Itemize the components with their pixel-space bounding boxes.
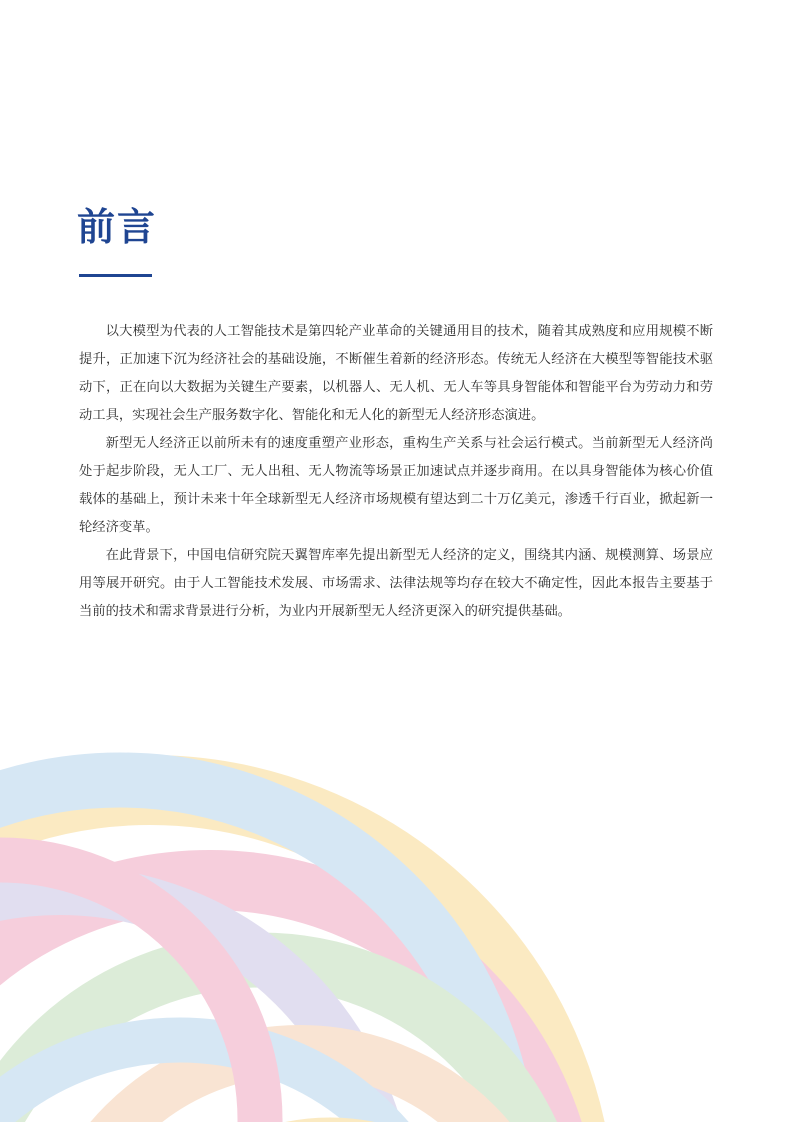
page-title: 前言	[77, 205, 158, 249]
paragraph-1: 以大模型为代表的人工智能技术是第四轮产业革命的关键通用目的技术，随着其成熟度和应用规模不断提升，正加速下沉为经济社会的基础设施，不断催生着新的经济形态。传统无人经济在大模型等智能技术驱动下，正在向以大数据为关键生产要素，以机器人、无人机、无人车等具身智能体和智能平台为劳动力和劳动工具，实现社会生产服务数字化、智能化和无人化的新型无人经济形态演进。	[79, 324, 713, 423]
title-underline	[79, 274, 152, 277]
paragraph-2: 新型无人经济正以前所未有的速度重塑产业形态，重构生产关系与社会运行模式。当前新型无人经济尚处于起步阶段，无人工厂、无人出租、无人物流等场景正加速试点并逐步商用。在以具身智能体为核心价值载体的基础上，预计未来十年全球新型无人经济市场规模有望达到二十万亿美元，渗透千行百业，掀起新一轮经济变革。	[79, 436, 713, 535]
preface-body	[79, 318, 713, 626]
paragraph-3: 在此背景下，中国电信研究院天翼智库率先提出新型无人经济的定义，围绕其内涵、规模测算、场景应用等展开研究。由于人工智能技术发展、市场需求、法律法规等均存在较大不确定性，因此本报告主要基于当前的技术和需求背景进行分析，为业内开展新型无人经济更深入的研究提供基础。	[79, 548, 713, 619]
decorative-rainbow-arcs	[0, 700, 793, 1122]
